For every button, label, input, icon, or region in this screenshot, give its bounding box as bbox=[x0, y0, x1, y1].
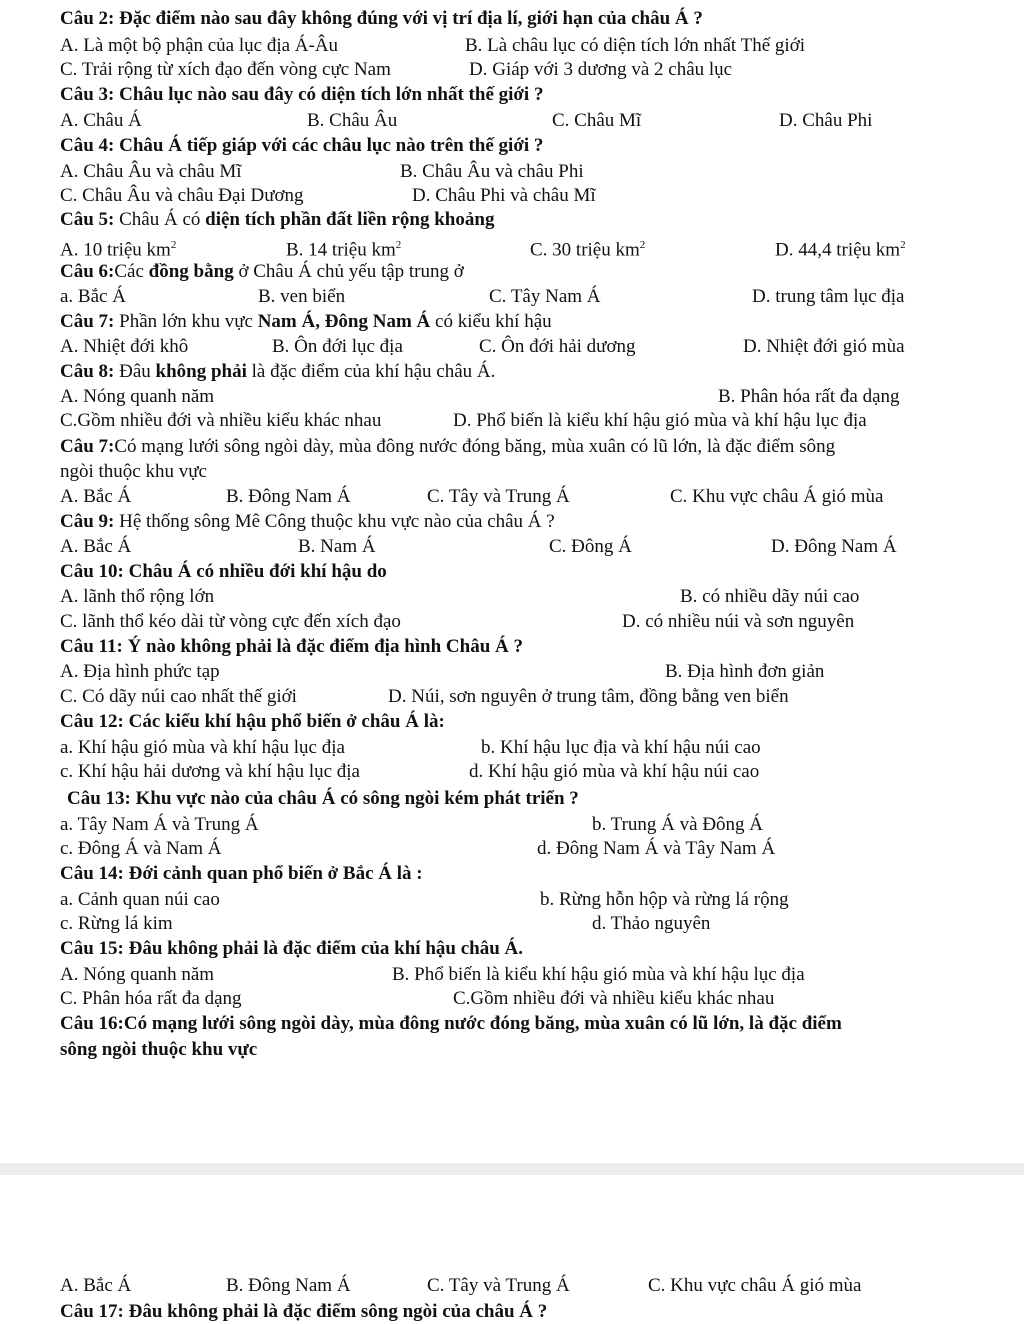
option: D. Châu Phi bbox=[779, 110, 873, 131]
option: A. Châu Âu và châu Mĩ bbox=[60, 161, 242, 182]
question-13-options-row2 bbox=[0, 836, 1024, 861]
option: A. Địa hình phức tạp bbox=[60, 661, 220, 682]
option: C. Ôn đới hải dương bbox=[479, 336, 636, 357]
option: C. Có dãy núi cao nhất thế giới bbox=[60, 686, 297, 707]
question-16-stem: Câu 16:Có mạng lưới sông ngòi dày, mùa đông nước đóng băng, mùa xuân có lũ lớn, là đặc điểm bbox=[60, 1013, 842, 1034]
option: a. Bắc Á bbox=[60, 286, 126, 307]
option: C.Gồm nhiều đới và nhiều kiểu khác nhau bbox=[60, 410, 382, 431]
option: D. Nhiệt đới gió mùa bbox=[743, 336, 905, 357]
option: A. Bắc Á bbox=[60, 1275, 132, 1296]
option: d. Thảo nguyên bbox=[592, 913, 711, 934]
question-5-stem: Câu 5: Châu Á có diện tích phần đất liền rộng khoảng bbox=[60, 209, 495, 230]
question-14-options-row2 bbox=[0, 911, 1024, 936]
option: A. Bắc Á bbox=[60, 486, 132, 507]
option: B. Là châu lục có diện tích lớn nhất Thế giới bbox=[465, 35, 806, 56]
option: C. Trải rộng từ xích đạo đến vòng cực Nam bbox=[60, 59, 391, 80]
option: c. Đông Á và Nam Á bbox=[60, 838, 222, 859]
option: d. Khí hậu gió mùa và khí hậu núi cao bbox=[469, 761, 760, 782]
question-5-options bbox=[0, 233, 1024, 261]
question-15-options-row1 bbox=[0, 962, 1024, 987]
option: A. lãnh thổ rộng lớn bbox=[60, 586, 215, 607]
option: B. 14 triệu $km^2$ bbox=[286, 239, 402, 261]
option: C. Châu Âu và châu Đại Dương bbox=[60, 185, 304, 206]
question-10-options-row2 bbox=[0, 609, 1024, 634]
option: b. Rừng hỗn hộp và rừng lá rộng bbox=[540, 889, 789, 910]
question-6-options bbox=[0, 284, 1024, 309]
question-11-stem: Câu 11: Ý nào không phải là đặc điểm địa hình Châu Á ? bbox=[60, 636, 524, 657]
question-7b-stem-cont: ngòi thuộc khu vực bbox=[60, 461, 207, 482]
question-12-stem: Câu 12: Các kiểu khí hậu phổ biến ở châu Á là: bbox=[60, 711, 445, 732]
option: C. Tây Nam Á bbox=[489, 286, 601, 307]
question-10-options-row1 bbox=[0, 584, 1024, 609]
option: D. 44,4 triệu $km^2$ bbox=[775, 239, 906, 261]
option: A. Nhiệt đới khô bbox=[60, 336, 189, 357]
question-7-stem: Câu 7: Phần lớn khu vực Nam Á, Đông Nam Á có kiểu khí hậu bbox=[60, 311, 552, 332]
question-2-options-row1 bbox=[0, 33, 1024, 58]
question-4-options-row1 bbox=[0, 159, 1024, 184]
question-3-stem: Câu 3: Châu lục nào sau đây có diện tích lớn nhất thế giới ? bbox=[60, 84, 544, 105]
option: B. Địa hình đơn giản bbox=[665, 661, 825, 682]
option: C. Châu Mĩ bbox=[552, 110, 642, 131]
question-11-options-row1 bbox=[0, 659, 1024, 684]
option: a. Tây Nam Á và Trung Á bbox=[60, 814, 259, 835]
question-9-options bbox=[0, 534, 1024, 559]
option: B. Phổ biến là kiểu khí hậu gió mùa và khí hậu lục địa bbox=[392, 964, 805, 985]
question-13-options-row1 bbox=[0, 812, 1024, 837]
option: a. Khí hậu gió mùa và khí hậu lục địa bbox=[60, 737, 345, 758]
option: C. 30 triệu $km^2$ bbox=[530, 239, 646, 261]
option: C. Khu vực châu Á gió mùa bbox=[670, 486, 884, 507]
question-15-options-row2 bbox=[0, 986, 1024, 1011]
option: A. Nóng quanh năm bbox=[60, 964, 215, 985]
question-7-options bbox=[0, 334, 1024, 359]
question-11-options-row2 bbox=[0, 684, 1024, 709]
option: c. Khí hậu hải dương và khí hậu lục địa bbox=[60, 761, 360, 782]
question-9-stem: Câu 9: Hệ thống sông Mê Công thuộc khu vực nào của châu Á ? bbox=[60, 511, 555, 532]
question-2-stem: Câu 2: Đặc điểm nào sau đây không đúng với vị trí địa lí, giới hạn của châu Á ? bbox=[60, 8, 703, 29]
question-7b-options bbox=[0, 484, 1024, 509]
option: A. Châu Á bbox=[60, 110, 142, 131]
option: B. Phân hóa rất đa dạng bbox=[718, 386, 900, 407]
option: B. Ôn đới lục địa bbox=[272, 336, 403, 357]
option: B. Nam Á bbox=[298, 536, 376, 557]
question-16-stem-cont: sông ngòi thuộc khu vực bbox=[60, 1039, 258, 1060]
page-break-divider bbox=[0, 1163, 1024, 1175]
option: D. Châu Phi và châu Mĩ bbox=[412, 185, 596, 206]
question-4-options-row2 bbox=[0, 183, 1024, 208]
option: b. Trung Á và Đông Á bbox=[592, 814, 764, 835]
question-6-stem: Câu 6:Các đồng bằng ở Châu Á chủ yếu tập trung ở bbox=[60, 261, 464, 282]
option: C. Tây và Trung Á bbox=[427, 486, 570, 507]
option: A. Nóng quanh năm bbox=[60, 386, 215, 407]
question-7b-stem: Câu 7:Có mạng lưới sông ngòi dày, mùa đông nước đóng băng, mùa xuân có lũ lớn, là đặc điểm sông bbox=[60, 436, 836, 457]
option: D. có nhiều núi và sơn nguyên bbox=[622, 611, 855, 632]
option: B. Đông Nam Á bbox=[226, 1275, 351, 1296]
option: D. Đông Nam Á bbox=[771, 536, 897, 557]
question-12-options-row1 bbox=[0, 735, 1024, 760]
option: C.Gồm nhiều đới và nhiều kiểu khác nhau bbox=[453, 988, 775, 1009]
option: D. Giáp với 3 dương và 2 châu lục bbox=[469, 59, 733, 80]
question-14-options-row1 bbox=[0, 887, 1024, 912]
question-13-stem: Câu 13: Khu vực nào của châu Á có sông ngòi kém phát triển ? bbox=[67, 788, 579, 809]
question-4-stem: Câu 4: Châu Á tiếp giáp với các châu lục nào trên thế giới ? bbox=[60, 135, 544, 156]
question-12-options-row2 bbox=[0, 759, 1024, 784]
option: b. Khí hậu lục địa và khí hậu núi cao bbox=[481, 737, 761, 758]
question-16-options bbox=[0, 1273, 1024, 1298]
question-2-options-row2 bbox=[0, 57, 1024, 82]
question-17-stem-cut: Câu 17: Đâu không phải là đặc điểm sông ngòi của châu Á ? bbox=[60, 1301, 548, 1322]
option: c. Rừng lá kim bbox=[60, 913, 173, 934]
option: a. Cảnh quan núi cao bbox=[60, 889, 220, 910]
option: D. Núi, sơn nguyên ở trung tâm, đồng bằng ven biển bbox=[388, 686, 789, 707]
option: B. Đông Nam Á bbox=[226, 486, 351, 507]
question-8-stem: Câu 8: Đâu không phải là đặc điểm của khí hậu châu Á. bbox=[60, 361, 496, 382]
option: D. trung tâm lục địa bbox=[752, 286, 905, 307]
option: C. Đông Á bbox=[549, 536, 632, 557]
option: B. Châu Âu và châu Phi bbox=[400, 161, 584, 182]
option: A. Bắc Á bbox=[60, 536, 132, 557]
question-14-stem: Câu 14: Đới cảnh quan phổ biến ở Bắc Á là : bbox=[60, 863, 423, 884]
option: B. Châu Âu bbox=[307, 110, 398, 131]
question-3-options bbox=[0, 108, 1024, 133]
option: B. ven biển bbox=[258, 286, 346, 307]
question-15-stem: Câu 15: Đâu không phải là đặc điểm của khí hậu châu Á. bbox=[60, 938, 523, 959]
question-10-stem: Câu 10: Châu Á có nhiều đới khí hậu do bbox=[60, 561, 387, 582]
question-8-options-row2 bbox=[0, 408, 1024, 433]
option: D. Phổ biến là kiểu khí hậu gió mùa và khí hậu lục địa bbox=[453, 410, 867, 431]
option: d. Đông Nam Á và Tây Nam Á bbox=[537, 838, 776, 859]
option: C. lãnh thổ kéo dài từ vòng cực đến xích đạo bbox=[60, 611, 401, 632]
option: C. Phân hóa rất đa dạng bbox=[60, 988, 242, 1009]
option: C. Khu vực châu Á gió mùa bbox=[648, 1275, 862, 1296]
option: B. có nhiều dãy núi cao bbox=[680, 586, 860, 607]
question-8-options-row1 bbox=[0, 384, 1024, 409]
option: A. Là một bộ phận của lục địa Á-Âu bbox=[60, 35, 339, 56]
option: A. 10 triệu $km^2$ bbox=[60, 239, 177, 261]
option: C. Tây và Trung Á bbox=[427, 1275, 570, 1296]
